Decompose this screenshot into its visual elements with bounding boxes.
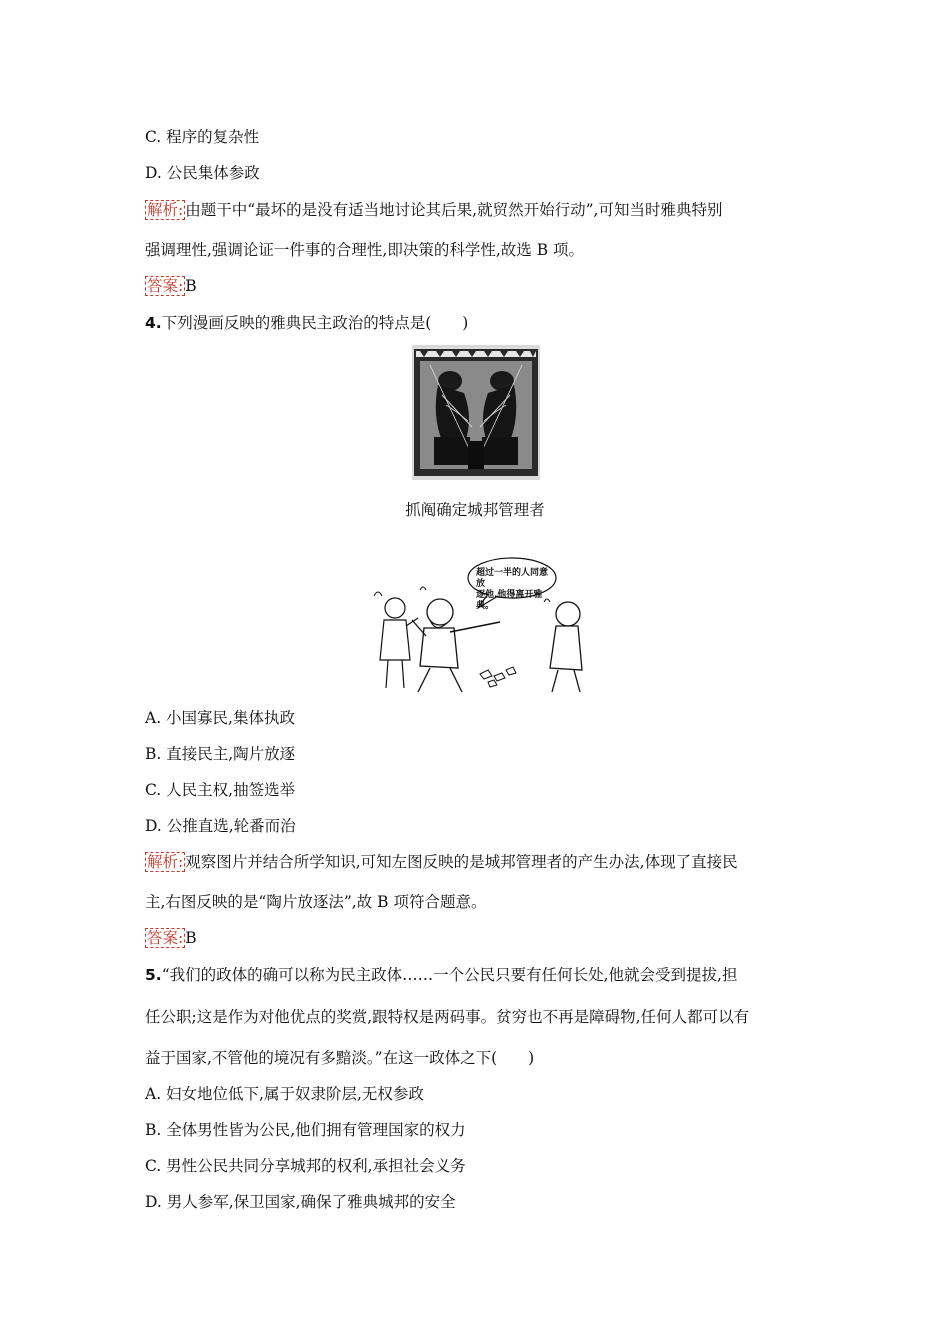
q3-option-d: D. 公民集体参政 [145,164,260,182]
answer-tag: 答案: [147,929,184,947]
bubble-line-2: 逐他,他得离开雅典。 [476,590,543,611]
q3-answer [145,276,197,296]
q3-analysis-line1 [145,200,810,220]
q4-answer-value: B [185,929,197,947]
analysis-tag: 解析: [147,201,184,219]
q5-number: 5. [145,966,162,984]
q5-stem-line3: 益于国家,不管他的境况有多黯淡。”在这一政体之下( ) [145,1049,535,1067]
answer-tag: 答案: [147,277,184,295]
figure1-caption: 抓阄确定城邦管理者 [405,501,545,519]
analysis-tag: 解析: [147,853,184,871]
q4-stem-text: 下列漫画反映的雅典民主政治的特点是( ) [161,314,469,332]
speech-bubble-text [476,568,550,612]
q3-analysis-line2: 强调理性,强调论证一件事的合理性,即决策的科学性,故选 B 项。 [145,241,585,259]
q5-stem-line1 [145,965,810,985]
q4-answer [145,928,197,948]
q4-stem [145,313,468,333]
q5-stem-text-1: “我们的政体的确可以称为民主政体……一个公民只要有任何长处,他就会受到提拔,担 [161,966,738,984]
q4-analysis-line1 [145,852,810,872]
q5-option-d: D. 男人参军,保卫国家,确保了雅典城邦的安全 [145,1193,456,1211]
q3-option-c: C. 程序的复杂性 [145,128,260,146]
q4-option-d: D. 公推直选,轮番而治 [145,817,296,835]
q3-analysis-text-1: 由题干中“最坏的是没有适当地讨论其后果,就贸然开始行动”,可知当时雅典特别 [185,201,723,219]
q4-number: 4. [145,314,162,332]
q5-stem-line2: 任公职;这是作为对他优点的奖赏,跟特权是两码事。贫穷也不再是障碍物,任何人都可以有 [145,1008,750,1026]
q5-option-c: C. 男性公民共同分享城邦的权利,承担社会义务 [145,1157,466,1175]
vase-painting-image [412,345,540,480]
q4-option-b: B. 直接民主,陶片放逐 [145,745,296,763]
q5-option-b: B. 全体男性皆为公民,他们拥有管理国家的权力 [145,1121,466,1139]
q4-option-c: C. 人民主权,抽签选举 [145,781,296,799]
q5-option-a: A. 妇女地位低下,属于奴隶阶层,无权参政 [145,1085,424,1103]
q4-analysis-line2: 主,右图反映的是“陶片放逐法”,故 B 项符合题意。 [145,893,487,911]
q4-analysis-text-1: 观察图片并结合所学知识,可知左图反映的是城邦管理者的产生办法,体现了直接民 [185,853,738,871]
q4-option-a: A. 小国寡民,集体执政 [145,709,295,727]
q3-answer-value: B [185,277,197,295]
bubble-line-1: 超过一半的人同意放 [476,568,549,589]
ostracism-cartoon-image [360,556,595,698]
